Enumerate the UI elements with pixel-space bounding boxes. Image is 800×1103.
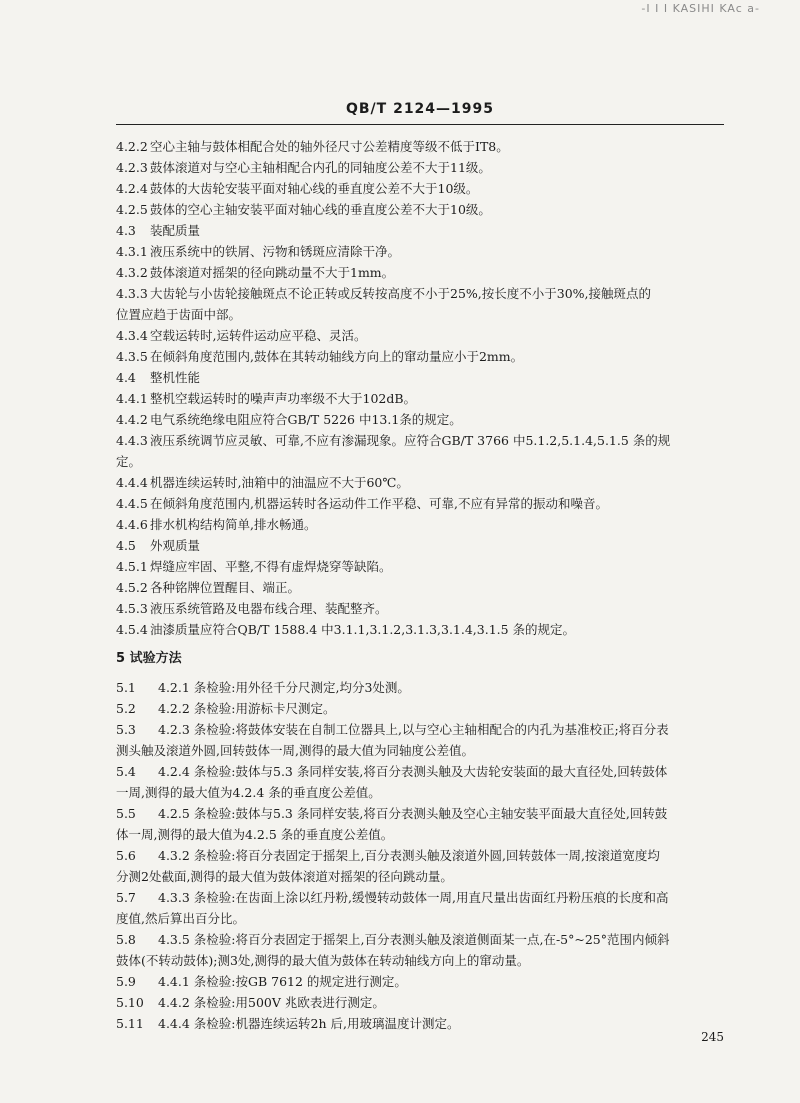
clause-text: 4.4.2 条检验:用500V 兆欧表进行测定。 (158, 995, 385, 1010)
clause-text: 空载运转时,运转件运动应平稳、灵活。 (150, 328, 367, 343)
clause-number: 5.9 (116, 974, 136, 989)
clause-text: 空心主轴与鼓体相配合处的轴外径尺寸公差精度等级不低于IT8。 (150, 139, 509, 154)
clause-number: 4.3.4 (116, 328, 148, 343)
clause-number: 4.4.1 (116, 391, 148, 406)
clause-text: 整机空载运转时的噪声声功率级不大于102dB。 (150, 391, 417, 406)
clause-line (116, 409, 726, 430)
clause-number: 5.1 (116, 680, 136, 695)
clause-number: 4.4.3 (116, 433, 148, 448)
clause-number: 5.8 (116, 932, 136, 947)
clause-line (116, 719, 726, 740)
clause-line (116, 845, 726, 866)
clause-text: 4.3.5 条检验:将百分表固定于摇架上,百分表测头触及滚道侧面某一点,在-5°~25°范围内倾斜 (158, 932, 670, 947)
clause-line (116, 577, 726, 598)
clause-number: 5.11 (116, 1016, 144, 1031)
clause-line (116, 325, 726, 346)
clause-line (116, 220, 726, 241)
clause-number: 4.5.1 (116, 559, 148, 574)
clause-line (116, 992, 726, 1013)
clause-number: 5.10 (116, 995, 144, 1010)
clause-text: 4.2.1 条检验:用外径千分尺测定,均分3处测。 (158, 680, 410, 695)
clause-line (116, 199, 726, 220)
clause-number: 4.4.4 (116, 475, 148, 490)
document-body (116, 136, 726, 1034)
clause-text: 4.3.3 条检验:在齿面上涂以红丹粉,缓慢转动鼓体一周,用直尺量出齿面红丹粉压痕的长度和高 (158, 890, 669, 905)
clause-number: 5.4 (116, 764, 136, 779)
clause-text: 在倾斜角度范围内,鼓体在其转动轴线方向上的窜动量应小于2mm。 (150, 349, 524, 364)
clause-continuation: 鼓体(不转动鼓体);测3处,测得的最大值为鼓体在转动轴线方向上的窜动量。 (116, 953, 530, 968)
clause-text: 排水机构结构简单,排水畅通。 (150, 517, 317, 532)
clause-line (116, 493, 726, 514)
clause-text: 4.3.2 条检验:将百分表固定于摇架上,百分表测头触及滚道外圆,回转鼓体一周,按滚道宽度均 (158, 848, 660, 863)
clause-text: 整机性能 (150, 370, 201, 385)
clause-continuation: 测头触及滚道外圆,回转鼓体一周,测得的最大值为同轴度公差值。 (116, 743, 474, 758)
clause-line (116, 761, 726, 782)
clause-line (116, 556, 726, 577)
clause-text: 4.2.2 条检验:用游标卡尺测定。 (158, 701, 336, 716)
clause-text: 鼓体的大齿轮安装平面对轴心线的垂直度公差不大于10级。 (150, 181, 479, 196)
clause-number: 5.7 (116, 890, 136, 905)
clause-number: 4.3 (116, 223, 136, 238)
clause-line (116, 535, 726, 556)
clause-number: 4.2.4 (116, 181, 148, 196)
test-methods-list (116, 677, 726, 1034)
clause-number: 4.4.6 (116, 517, 148, 532)
clause-line (116, 677, 726, 698)
clause-line (116, 430, 726, 451)
clause-line (116, 698, 726, 719)
clause-number: 4.5.3 (116, 601, 148, 616)
clause-line (116, 887, 726, 908)
page-header: QB/T 2124—1995 (345, 101, 495, 117)
clause-text: 4.2.4 条检验:鼓体与5.3 条同样安装,将百分表测头触及大齿轮安装面的最大直径处,回转鼓体 (158, 764, 668, 779)
clause-continuation: 位置应趋于齿面中部。 (116, 307, 242, 322)
corner-mark: -I I I KASIHI KAc a- (641, 2, 760, 15)
clause-text: 4.4.1 条检验:按GB 7612 的规定进行测定。 (158, 974, 407, 989)
clause-text: 液压系统调节应灵敏、可靠,不应有渗漏现象。应符合GB/T 3766 中5.1.2,5.1.4,5.1.5 条的规 (150, 433, 671, 448)
clause-text: 各种铭牌位置醒目、端正。 (150, 580, 301, 595)
clause-line (116, 929, 726, 950)
clause-number: 5.3 (116, 722, 136, 737)
clause-number: 4.4.2 (116, 412, 148, 427)
clause-text: 鼓体滚道对摇架的径向跳动量不大于1mm。 (150, 265, 395, 280)
clause-number: 4.3.2 (116, 265, 148, 280)
clause-number: 4.5.2 (116, 580, 148, 595)
header-rule (116, 124, 724, 125)
clause-text: 4.2.5 条检验:鼓体与5.3 条同样安装,将百分表测头触及空心主轴安装平面最大直径处,回转鼓 (158, 806, 668, 821)
clause-line (116, 178, 726, 199)
clause-text: 液压系统管路及电器布线合理、装配整齐。 (150, 601, 388, 616)
clause-line (116, 388, 726, 409)
clause-number: 5.2 (116, 701, 136, 716)
clause-continuation: 一周,测得的最大值为4.2.4 条的垂直度公差值。 (116, 785, 381, 800)
clause-line (116, 241, 726, 262)
clause-number: 4.2.2 (116, 139, 148, 154)
clause-number: 4.3.5 (116, 349, 148, 364)
clause-line (116, 598, 726, 619)
clause-line (116, 971, 726, 992)
clause-text: 大齿轮与小齿轮接触斑点不论正转或反转按高度不小于25%,按长度不小于30%,接触斑点的 (150, 286, 652, 301)
clause-number: 4.2.3 (116, 160, 148, 175)
clause-text: 鼓体的空心主轴安装平面对轴心线的垂直度公差不大于10级。 (150, 202, 491, 217)
clause-line (116, 346, 726, 367)
clause-line (116, 367, 726, 388)
requirements-list (116, 136, 726, 640)
clause-text: 在倾斜角度范围内,机器运转时各运动件工作平稳、可靠,不应有异常的振动和噪音。 (150, 496, 608, 511)
clause-continuation: 分测2处截面,测得的最大值为鼓体滚道对摇架的径向跳动量。 (116, 869, 453, 884)
clause-continuation: 度值,然后算出百分比。 (116, 911, 245, 926)
clause-line (116, 1013, 726, 1034)
clause-number: 5.6 (116, 848, 136, 863)
clause-line (116, 472, 726, 493)
clause-line (116, 514, 726, 535)
clause-number: 4.3.1 (116, 244, 148, 259)
clause-text: 焊缝应牢固、平整,不得有虚焊烧穿等缺陷。 (150, 559, 392, 574)
clause-line (116, 136, 726, 157)
clause-number: 4.2.5 (116, 202, 148, 217)
clause-text: 4.4.4 条检验:机器连续运转2h 后,用玻璃温度计测定。 (158, 1016, 460, 1031)
clause-line (116, 157, 726, 178)
clause-text: 鼓体滚道对与空心主轴相配合内孔的同轴度公差不大于11级。 (150, 160, 491, 175)
clause-number: 4.4.5 (116, 496, 148, 511)
clause-line (116, 803, 726, 824)
clause-text: 液压系统中的铁屑、污物和锈斑应清除干净。 (150, 244, 401, 259)
clause-text: 装配质量 (150, 223, 201, 238)
section-title: 5 试验方法 (116, 651, 182, 666)
clause-line (116, 619, 726, 640)
clause-line (116, 283, 726, 304)
clause-text: 4.2.3 条检验:将鼓体安装在自制工位器具上,以与空心主轴相配合的内孔为基准校正;将百分表 (158, 722, 669, 737)
clause-line (116, 262, 726, 283)
clause-number: 4.5 (116, 538, 136, 553)
page-number: 245 (701, 1030, 724, 1044)
clause-number: 4.5.4 (116, 622, 148, 637)
clause-continuation: 定。 (116, 454, 142, 469)
clause-number: 4.3.3 (116, 286, 148, 301)
clause-text: 机器连续运转时,油箱中的油温应不大于60℃。 (150, 475, 409, 490)
clause-text: 油漆质量应符合QB/T 1588.4 中3.1.1,3.1.2,3.1.3,3.1.4,3.1.5 条的规定。 (150, 622, 576, 637)
clause-number: 4.4 (116, 370, 136, 385)
clause-number: 5.5 (116, 806, 136, 821)
clause-text: 电气系统绝缘电阻应符合GB/T 5226 中13.1条的规定。 (150, 412, 462, 427)
clause-continuation: 体一周,测得的最大值为4.2.5 条的垂直度公差值。 (116, 827, 394, 842)
clause-text: 外观质量 (150, 538, 201, 553)
